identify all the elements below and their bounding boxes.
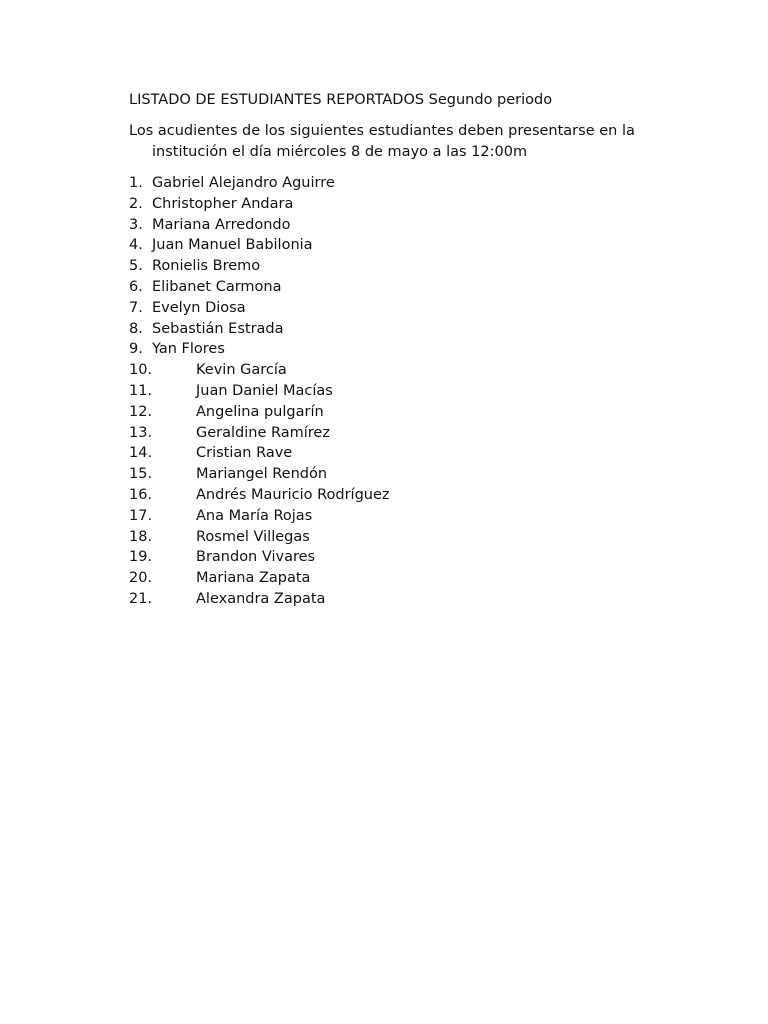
list-item: [129, 402, 669, 423]
list-item: [129, 194, 669, 215]
student-name: Juan Daniel Macías: [196, 382, 333, 399]
document-page: [129, 90, 669, 610]
student-name: Ronielis Bremo: [152, 258, 261, 275]
document-title: LISTADO DE ESTUDIANTES REPORTADOS Segundo periodo: [129, 92, 553, 108]
list-item-number: 11.: [129, 382, 153, 399]
student-name: Alexandra Zapata: [196, 590, 326, 607]
list-item-number: 15.: [129, 466, 153, 483]
document-intro: Los acudientes de los siguientes estudiantes deben presentarse en la institución el día miércoles 8 de mayo a las 12:00m: [129, 123, 635, 160]
list-item-number: 21.: [129, 590, 153, 607]
list-item: [129, 256, 669, 277]
student-name: Brandon Vivares: [196, 549, 316, 566]
list-item-number: 12.: [129, 403, 153, 420]
list-item: [129, 381, 669, 402]
student-name: Yan Flores: [152, 341, 225, 358]
list-item-number: 8.: [129, 320, 143, 337]
list-item-number: 14.: [129, 445, 153, 462]
student-name: Sebastián Estrada: [152, 320, 284, 337]
student-name: Evelyn Diosa: [152, 299, 246, 316]
student-name: Juan Manuel Babilonia: [152, 237, 313, 254]
student-name: Angelina pulgarín: [196, 403, 324, 420]
list-item-number: 4.: [129, 237, 143, 254]
list-item-number: 2.: [129, 195, 143, 212]
list-item: [129, 215, 669, 236]
list-item-number: 6.: [129, 278, 143, 295]
list-item-number: 19.: [129, 549, 153, 566]
student-name: Geraldine Ramírez: [196, 424, 330, 441]
student-name: Andrés Mauricio Rodríguez: [196, 486, 390, 503]
list-item-number: 9.: [129, 341, 143, 358]
student-name: Elibanet Carmona: [152, 278, 282, 295]
list-item-number: 13.: [129, 424, 153, 441]
list-item-number: 5.: [129, 258, 143, 275]
list-item: [129, 235, 669, 256]
list-item: [129, 568, 669, 589]
student-name: Mariana Arredondo: [152, 216, 291, 233]
list-item: [129, 339, 669, 360]
list-item: [129, 360, 669, 381]
list-item: [129, 319, 669, 340]
student-list: [129, 173, 669, 610]
list-item: [129, 589, 669, 610]
list-item-number: 18.: [129, 528, 153, 545]
student-name: Kevin García: [196, 362, 287, 379]
list-item: [129, 527, 669, 548]
list-item: [129, 443, 669, 464]
list-item-number: 3.: [129, 216, 143, 233]
student-name: Mariangel Rendón: [196, 466, 328, 483]
list-item: [129, 173, 669, 194]
student-name: Mariana Zapata: [196, 570, 311, 587]
list-item: [129, 485, 669, 506]
student-name: Rosmel Villegas: [196, 528, 310, 545]
student-name: Ana María Rojas: [196, 507, 313, 524]
list-item: [129, 298, 669, 319]
list-item: [129, 506, 669, 527]
student-name: Cristian Rave: [196, 445, 293, 462]
student-name: Gabriel Alejandro Aguirre: [152, 175, 335, 191]
list-item-number: 20.: [129, 570, 153, 587]
list-item-number: 1.: [129, 175, 143, 191]
list-item-number: 10.: [129, 362, 153, 379]
list-item: [129, 547, 669, 568]
list-item-number: 17.: [129, 507, 153, 524]
student-name: Christopher Andara: [152, 195, 294, 212]
list-item: [129, 423, 669, 444]
list-item-number: 7.: [129, 299, 143, 316]
list-item: [129, 464, 669, 485]
list-item: [129, 277, 669, 298]
list-item-number: 16.: [129, 486, 153, 503]
